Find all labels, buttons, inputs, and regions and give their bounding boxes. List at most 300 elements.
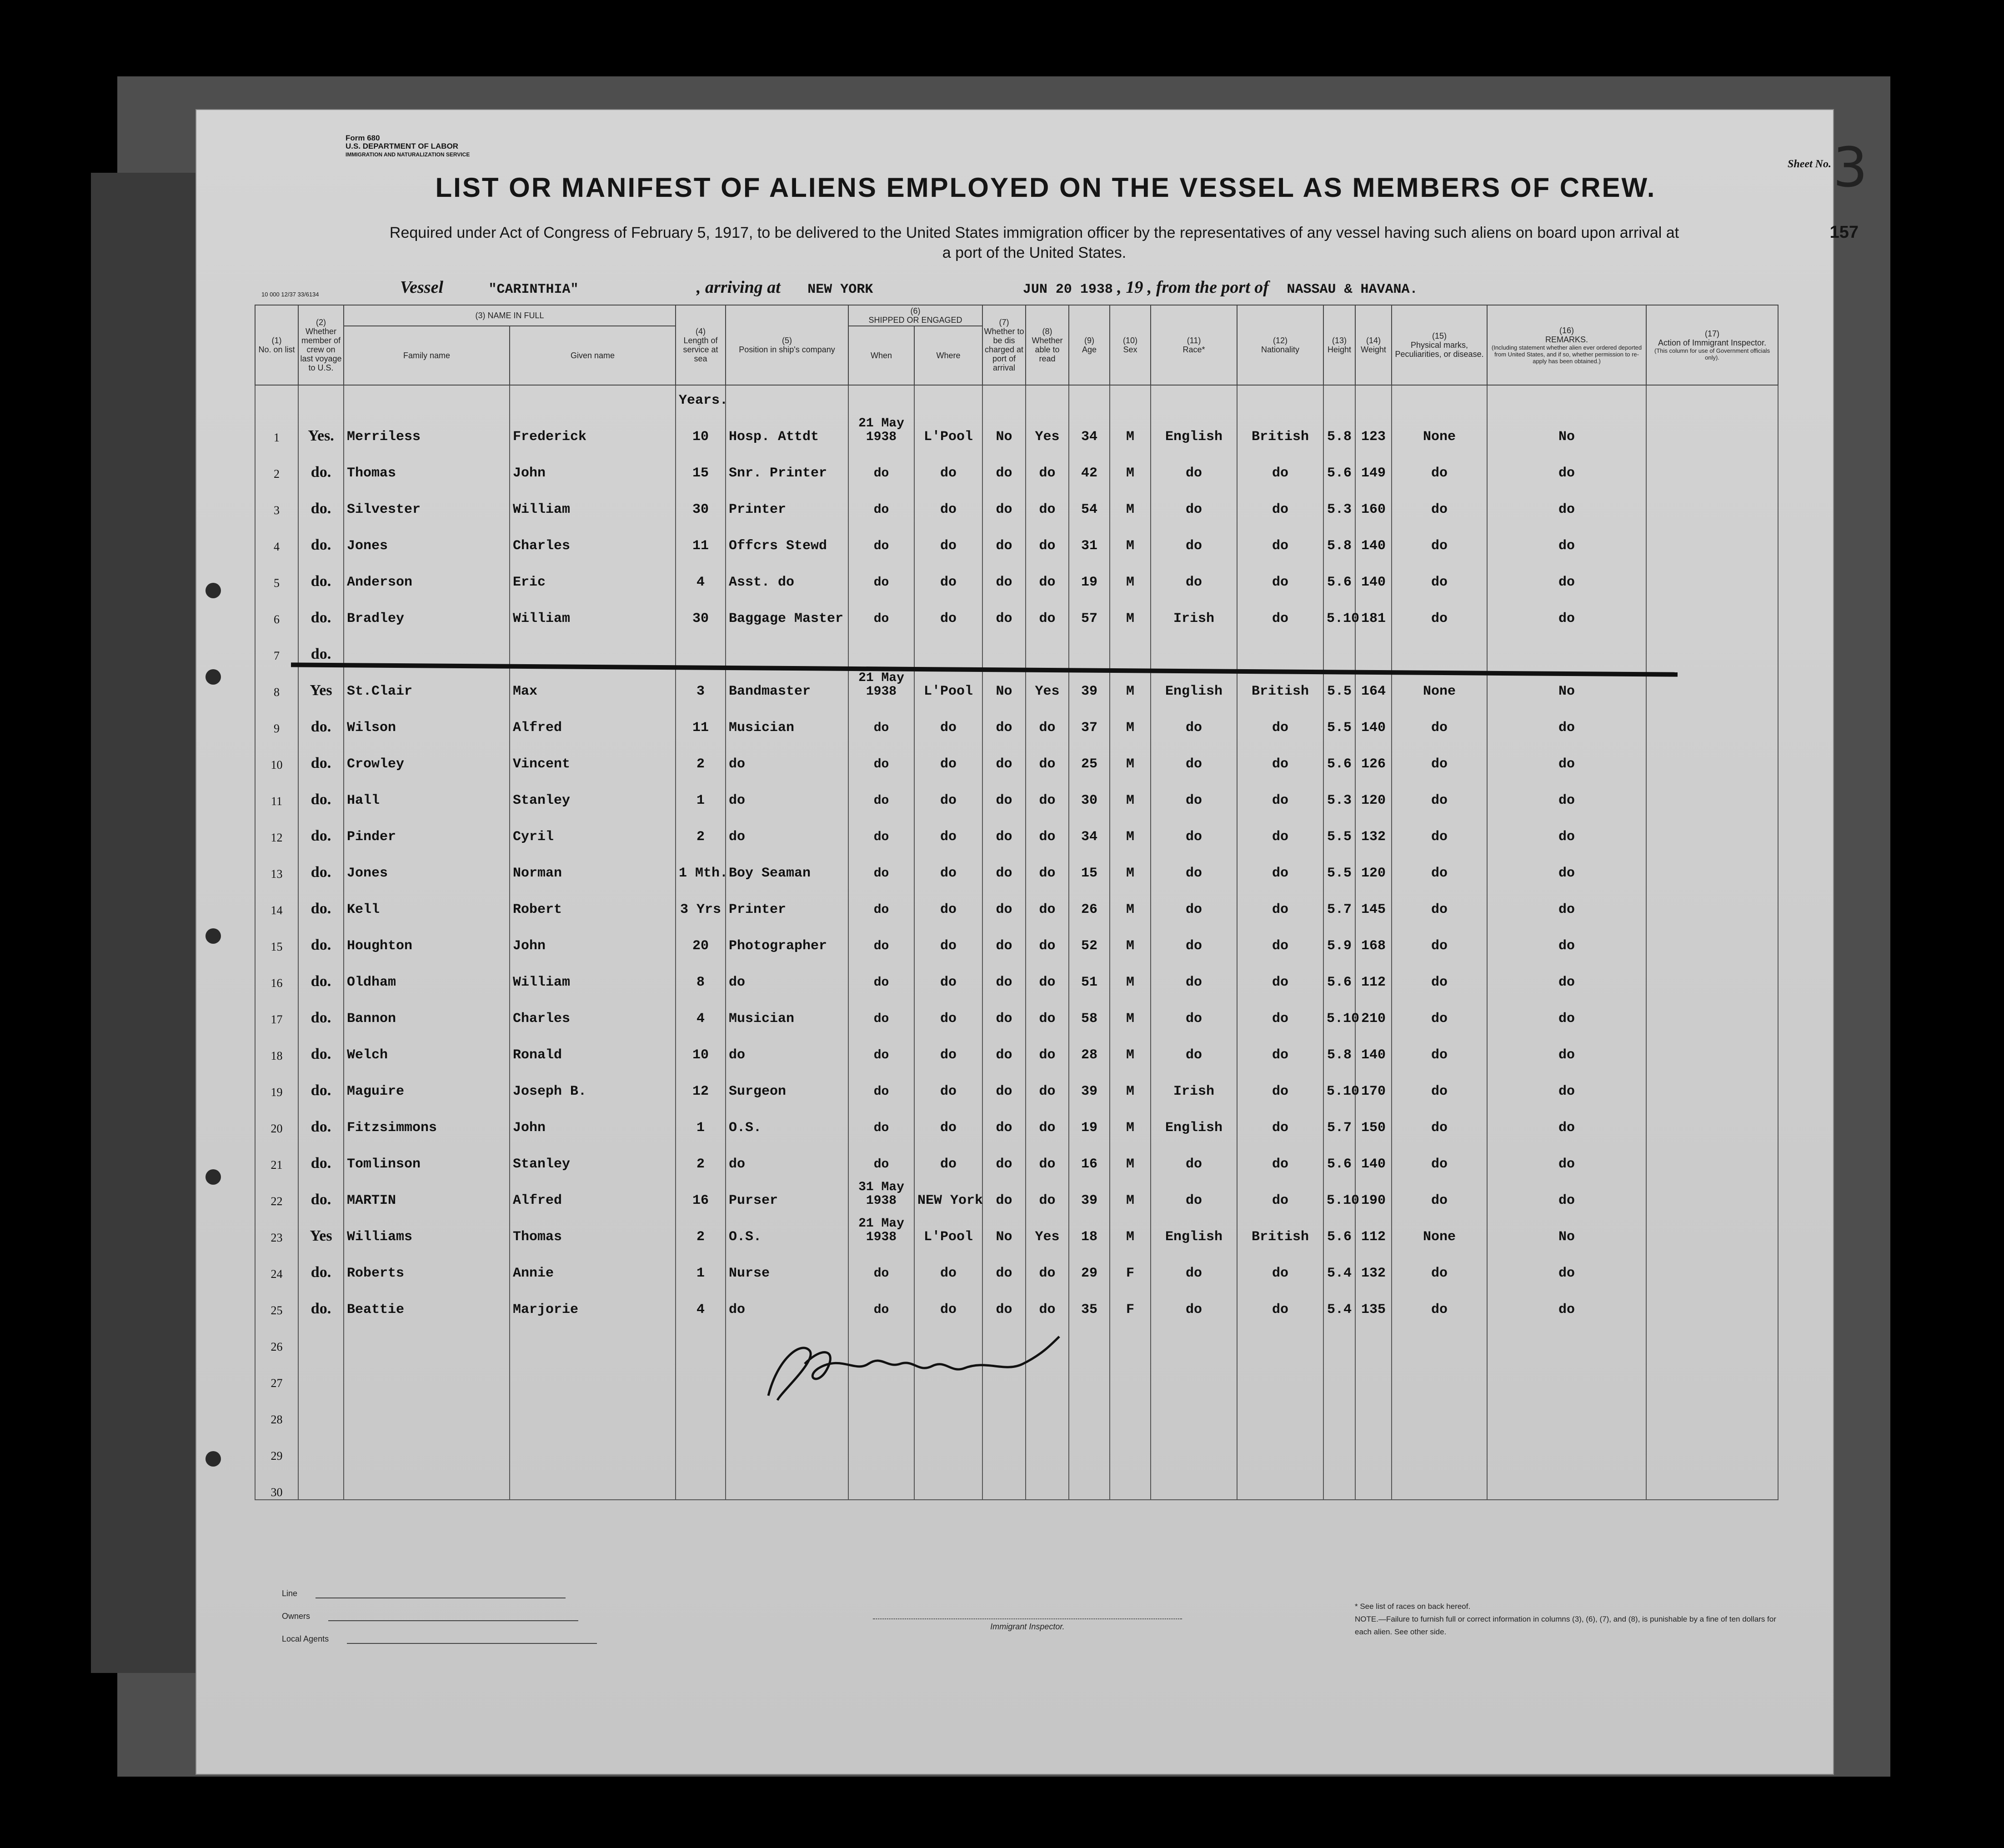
races-note: * See list of races on back hereof. — [1355, 1602, 1471, 1611]
cell-no: 21 — [255, 1136, 298, 1172]
cell-weight: 132 — [1355, 808, 1392, 845]
cell-race: do — [1151, 1027, 1237, 1063]
cell-no: 5 — [255, 554, 298, 590]
cell-action — [1646, 1354, 1778, 1390]
cell-marks: do — [1392, 1245, 1487, 1281]
cell-nationality — [1237, 626, 1323, 663]
cell-height: 5.6 — [1323, 954, 1355, 990]
header-no-on-list: (1) No. on list — [255, 305, 298, 385]
cell-read — [1026, 1463, 1069, 1500]
cell-marks — [1392, 1463, 1487, 1500]
cell-remarks: do — [1487, 772, 1646, 808]
cell-action — [1646, 1027, 1778, 1063]
cell-service: 16 — [676, 1172, 726, 1208]
cell-sex: M — [1110, 845, 1151, 881]
cell-action — [1646, 1099, 1778, 1136]
cell-marks: do — [1392, 699, 1487, 736]
cell-when: do — [848, 990, 914, 1027]
cell-race: English — [1151, 1208, 1237, 1245]
cell-service: 2 — [676, 1208, 726, 1245]
cell-crew: Yes — [298, 663, 344, 699]
cell-height: 5.9 — [1323, 917, 1355, 954]
cell-crew: do. — [298, 881, 344, 917]
cell-marks: do — [1392, 736, 1487, 772]
cell-service: 1 — [676, 772, 726, 808]
header-sex: (10) Sex — [1110, 305, 1151, 385]
cell-discharged: do — [982, 1172, 1026, 1208]
cell-given: Stanley — [510, 772, 676, 808]
footer-notes — [1355, 1600, 1791, 1638]
cell-given: Robert — [510, 881, 676, 917]
department-name: U.S. DEPARTMENT OF LABOR — [346, 142, 459, 150]
cell-family: Williams — [344, 1208, 510, 1245]
cell-nationality: do — [1237, 445, 1323, 481]
cell-no: 10 — [255, 736, 298, 772]
cell-position: do — [726, 1281, 848, 1317]
cell-position: O.S. — [726, 1099, 848, 1136]
cell-age: 52 — [1069, 917, 1110, 954]
service-name: IMMIGRATION AND NATURALIZATION SERVICE — [346, 151, 470, 158]
cell-read — [1026, 1427, 1069, 1463]
cell-remarks: do — [1487, 1027, 1646, 1063]
cell-when: 31 May 1938 — [848, 1172, 914, 1208]
cell-marks — [1392, 1427, 1487, 1463]
cell-sex: M — [1110, 1208, 1151, 1245]
cell-action — [1646, 808, 1778, 845]
cell-discharged — [982, 1427, 1026, 1463]
cell-when: do — [848, 1027, 914, 1063]
cell-sex: M — [1110, 917, 1151, 954]
table-row — [255, 445, 1778, 481]
cell-race: English — [1151, 408, 1237, 445]
cell-discharged: No — [982, 663, 1026, 699]
cell-when: do — [848, 845, 914, 881]
cell-height: 5.4 — [1323, 1245, 1355, 1281]
cell-marks: do — [1392, 445, 1487, 481]
table-row — [255, 808, 1778, 845]
header-when: When — [848, 326, 914, 385]
cell-read: Yes — [1026, 408, 1069, 445]
cell-race — [1151, 1390, 1237, 1427]
cell-discharged: do — [982, 808, 1026, 845]
cell-weight: 140 — [1355, 699, 1392, 736]
header-weight: (14) Weight — [1355, 305, 1392, 385]
cell-read: do — [1026, 990, 1069, 1027]
cell-age: 34 — [1069, 408, 1110, 445]
cell-weight: 160 — [1355, 481, 1392, 517]
cell-age — [1069, 1427, 1110, 1463]
cell-race: do — [1151, 1245, 1237, 1281]
table-row — [255, 772, 1778, 808]
cell-action — [1646, 663, 1778, 699]
cell-discharged: do — [982, 590, 1026, 626]
cell-family — [344, 1354, 510, 1390]
cell-action — [1646, 772, 1778, 808]
cell-service: 1 — [676, 1245, 726, 1281]
cell-discharged: do — [982, 990, 1026, 1027]
cell-family: Oldham — [344, 954, 510, 990]
cell-service: 15 — [676, 445, 726, 481]
cell-when: do — [848, 917, 914, 954]
agents-label: Local Agents — [282, 1634, 329, 1643]
cell-given: John — [510, 1099, 676, 1136]
cell-crew: do. — [298, 736, 344, 772]
cell-sex: M — [1110, 736, 1151, 772]
cell-sex: M — [1110, 517, 1151, 554]
cell-height — [1323, 1463, 1355, 1500]
arrival-port: NEW YORK — [807, 282, 873, 297]
cell-height: 5.5 — [1323, 808, 1355, 845]
table-row — [255, 590, 1778, 626]
cell-no: 9 — [255, 699, 298, 736]
cell-nationality — [1237, 1427, 1323, 1463]
cell-no: 23 — [255, 1208, 298, 1245]
cell-where: do — [914, 881, 982, 917]
cell-sex: M — [1110, 590, 1151, 626]
cell-read — [1026, 626, 1069, 663]
cell-age: 30 — [1069, 772, 1110, 808]
cell-crew: do. — [298, 772, 344, 808]
cell-family: Merriless — [344, 408, 510, 445]
cell-no: 17 — [255, 990, 298, 1027]
header-last-voyage: (2) Whether member of crew on last voyage to U.S. — [298, 305, 344, 385]
cell-sex: F — [1110, 1245, 1151, 1281]
cell-read: do — [1026, 772, 1069, 808]
cell-race: do — [1151, 1172, 1237, 1208]
cell-nationality — [1237, 1463, 1323, 1500]
cell-action — [1646, 408, 1778, 445]
cell-sex: M — [1110, 808, 1151, 845]
cell-family: Welch — [344, 1027, 510, 1063]
cell-read: do — [1026, 1099, 1069, 1136]
cell-weight — [1355, 1427, 1392, 1463]
cell-height — [1323, 1317, 1355, 1354]
owners-field — [282, 1612, 578, 1621]
cell-age: 19 — [1069, 554, 1110, 590]
cell-family — [344, 1390, 510, 1427]
header-inspector-action: (17) Action of Immigrant Inspector. (This column for use of Government officials only). — [1646, 305, 1778, 385]
cell-weight — [1355, 1354, 1392, 1390]
cell-race: do — [1151, 1281, 1237, 1317]
cell-service — [676, 1463, 726, 1500]
cell-sex: M — [1110, 445, 1151, 481]
cell-crew — [298, 1390, 344, 1427]
cell-age: 29 — [1069, 1245, 1110, 1281]
cell-given: Norman — [510, 845, 676, 881]
line-label: Line — [282, 1589, 298, 1598]
cell-service: 30 — [676, 481, 726, 517]
cell-crew: do. — [298, 1172, 344, 1208]
owners-label: Owners — [282, 1612, 311, 1621]
cell-crew: do. — [298, 954, 344, 990]
cell-crew: do. — [298, 917, 344, 954]
cell-service — [676, 626, 726, 663]
page-title: LIST OR MANIFEST OF ALIENS EMPLOYED ON THE VESSEL AS MEMBERS OF CREW. — [435, 172, 1656, 203]
cell-position: Snr. Printer — [726, 445, 848, 481]
cell-no: 11 — [255, 772, 298, 808]
cell-height: 5.8 — [1323, 517, 1355, 554]
cell-service: 20 — [676, 917, 726, 954]
cell-remarks: No — [1487, 1208, 1646, 1245]
cell-age: 51 — [1069, 954, 1110, 990]
cell-age: 25 — [1069, 736, 1110, 772]
cell-remarks: do — [1487, 1136, 1646, 1172]
table-row — [255, 1099, 1778, 1136]
cell-race: do — [1151, 881, 1237, 917]
cell-race: do — [1151, 990, 1237, 1027]
cell-where: do — [914, 517, 982, 554]
cell-race: do — [1151, 445, 1237, 481]
cell-read: do — [1026, 736, 1069, 772]
cell-remarks: do — [1487, 881, 1646, 917]
cell-race: do — [1151, 954, 1237, 990]
cell-no: 22 — [255, 1172, 298, 1208]
cell-family: Jones — [344, 845, 510, 881]
cell-service: 2 — [676, 808, 726, 845]
cell-family: Kell — [344, 881, 510, 917]
table-row — [255, 954, 1778, 990]
cell-given: Marjorie — [510, 1281, 676, 1317]
cell-marks: do — [1392, 481, 1487, 517]
cell-when: do — [848, 481, 914, 517]
cell-when: do — [848, 699, 914, 736]
cell-height — [1323, 1427, 1355, 1463]
cell-height: 5.6 — [1323, 1136, 1355, 1172]
cell-where: do — [914, 954, 982, 990]
cell-no: 8 — [255, 663, 298, 699]
cell-nationality: do — [1237, 554, 1323, 590]
cell-height: 5.7 — [1323, 881, 1355, 917]
table-row — [255, 1136, 1778, 1172]
cell-age: 39 — [1069, 1172, 1110, 1208]
cell-position: Nurse — [726, 1245, 848, 1281]
table-row — [255, 408, 1778, 445]
cell-sex: M — [1110, 1027, 1151, 1063]
cell-remarks: do — [1487, 517, 1646, 554]
cell-when: do — [848, 1245, 914, 1281]
cell-crew: do. — [298, 1281, 344, 1317]
header-length-of-service: (4) Length of service at sea — [676, 305, 726, 385]
cell-age — [1069, 626, 1110, 663]
cell-discharged: do — [982, 1281, 1026, 1317]
cell-nationality: do — [1237, 517, 1323, 554]
voyage-line — [400, 277, 1418, 297]
cell-when — [848, 1463, 914, 1500]
cell-discharged: No — [982, 1208, 1026, 1245]
cell-service: 8 — [676, 954, 726, 990]
cell-action — [1646, 626, 1778, 663]
cell-sex — [1110, 1427, 1151, 1463]
cell-sex — [1110, 626, 1151, 663]
cell-service: 30 — [676, 590, 726, 626]
years-label: Years. — [676, 385, 726, 408]
cell-action — [1646, 517, 1778, 554]
cell-height: 5.10 — [1323, 1172, 1355, 1208]
cell-where: L'Pool — [914, 408, 982, 445]
cell-age: 57 — [1069, 590, 1110, 626]
cell-no: 7 — [255, 626, 298, 663]
cell-marks: do — [1392, 1172, 1487, 1208]
table-row — [255, 736, 1778, 772]
cell-service: 4 — [676, 554, 726, 590]
cell-race: do — [1151, 736, 1237, 772]
cell-position: do — [726, 808, 848, 845]
cell-discharged — [982, 1463, 1026, 1500]
cell-age: 39 — [1069, 663, 1110, 699]
cell-action — [1646, 554, 1778, 590]
cell-sex: F — [1110, 1281, 1151, 1317]
cell-weight: 135 — [1355, 1281, 1392, 1317]
cell-age — [1069, 1463, 1110, 1500]
cell-family — [344, 1427, 510, 1463]
cell-action — [1646, 1281, 1778, 1317]
cell-where: do — [914, 990, 982, 1027]
cell-discharged: do — [982, 845, 1026, 881]
line-field — [282, 1589, 566, 1598]
cell-service: 11 — [676, 699, 726, 736]
cell-family: Bannon — [344, 990, 510, 1027]
cell-crew: do. — [298, 445, 344, 481]
cell-crew: do. — [298, 845, 344, 881]
cell-discharged: do — [982, 954, 1026, 990]
cell-sex: M — [1110, 1063, 1151, 1099]
cell-age: 35 — [1069, 1281, 1110, 1317]
cell-sex: M — [1110, 408, 1151, 445]
cell-remarks: do — [1487, 808, 1646, 845]
cell-remarks — [1487, 1427, 1646, 1463]
cell-service: 10 — [676, 408, 726, 445]
cell-given: Frederick — [510, 408, 676, 445]
cell-no: 14 — [255, 881, 298, 917]
header-age: (9) Age — [1069, 305, 1110, 385]
cell-weight: 123 — [1355, 408, 1392, 445]
cell-given: Charles — [510, 990, 676, 1027]
cell-marks: do — [1392, 845, 1487, 881]
cell-family: Silvester — [344, 481, 510, 517]
cell-when: do — [848, 954, 914, 990]
cell-height: 5.5 — [1323, 663, 1355, 699]
cell-crew: do. — [298, 1099, 344, 1136]
cell-weight: 112 — [1355, 1208, 1392, 1245]
cell-service — [676, 1354, 726, 1390]
table-row — [255, 626, 1778, 663]
cell-service: 4 — [676, 1281, 726, 1317]
cell-where: do — [914, 1027, 982, 1063]
header-shipped-or-engaged: (6) SHIPPED OR ENGAGED — [848, 305, 982, 326]
cell-nationality: do — [1237, 736, 1323, 772]
cell-marks: do — [1392, 954, 1487, 990]
cell-family: Anderson — [344, 554, 510, 590]
cell-weight: 150 — [1355, 1099, 1392, 1136]
cell-given — [510, 1390, 676, 1427]
cell-no: 19 — [255, 1063, 298, 1099]
cell-given: Alfred — [510, 699, 676, 736]
cell-when: do — [848, 736, 914, 772]
cell-read: do — [1026, 1027, 1069, 1063]
cell-height: 5.8 — [1323, 408, 1355, 445]
cell-remarks — [1487, 1390, 1646, 1427]
cell-action — [1646, 954, 1778, 990]
cell-height: 5.3 — [1323, 481, 1355, 517]
cell-when: do — [848, 445, 914, 481]
cell-where: NEW York — [914, 1172, 982, 1208]
cell-height: 5.7 — [1323, 1099, 1355, 1136]
cell-read: do — [1026, 1245, 1069, 1281]
header-nationality: (12) Nationality — [1237, 305, 1323, 385]
cell-sex: M — [1110, 481, 1151, 517]
cell-age: 42 — [1069, 445, 1110, 481]
cell-discharged: do — [982, 772, 1026, 808]
cell-height: 5.5 — [1323, 699, 1355, 736]
cell-no: 27 — [255, 1354, 298, 1390]
cell-crew: do. — [298, 590, 344, 626]
cell-crew: do. — [298, 626, 344, 663]
cell-family: Jones — [344, 517, 510, 554]
cell-where: do — [914, 554, 982, 590]
cell-crew — [298, 1463, 344, 1500]
cell-weight: 181 — [1355, 590, 1392, 626]
header-family-name: Family name — [344, 326, 510, 385]
cell-age: 34 — [1069, 808, 1110, 845]
cell-nationality: do — [1237, 1136, 1323, 1172]
cell-weight: 120 — [1355, 772, 1392, 808]
cell-race: do — [1151, 808, 1237, 845]
cell-service: 4 — [676, 990, 726, 1027]
cell-discharged: do — [982, 517, 1026, 554]
table-row — [255, 481, 1778, 517]
cell-weight: 120 — [1355, 845, 1392, 881]
cell-discharged: do — [982, 881, 1026, 917]
cell-height — [1323, 1354, 1355, 1390]
cell-given — [510, 1354, 676, 1390]
cell-action — [1646, 1208, 1778, 1245]
cell-age: 28 — [1069, 1027, 1110, 1063]
cell-remarks: do — [1487, 590, 1646, 626]
cell-service — [676, 1427, 726, 1463]
cell-where — [914, 1427, 982, 1463]
cell-position: Offcrs Stewd — [726, 517, 848, 554]
cell-no: 18 — [255, 1027, 298, 1063]
cell-service: 3 — [676, 663, 726, 699]
cell-marks: do — [1392, 772, 1487, 808]
cell-position: do — [726, 1027, 848, 1063]
cell-position: do — [726, 772, 848, 808]
cell-crew — [298, 1427, 344, 1463]
cell-given: Thomas — [510, 1208, 676, 1245]
cell-read: do — [1026, 554, 1069, 590]
punch-hole — [205, 928, 221, 944]
cell-family: Roberts — [344, 1245, 510, 1281]
cell-given: William — [510, 481, 676, 517]
owners-blank — [328, 1620, 578, 1621]
cell-weight: 140 — [1355, 1027, 1392, 1063]
cell-race: Irish — [1151, 1063, 1237, 1099]
cell-sex: M — [1110, 990, 1151, 1027]
cell-position: Bandmaster — [726, 663, 848, 699]
cell-discharged: do — [982, 1027, 1026, 1063]
cell-where — [914, 1463, 982, 1500]
cell-weight — [1355, 1390, 1392, 1427]
cell-remarks: do — [1487, 1245, 1646, 1281]
cell-weight — [1355, 1463, 1392, 1500]
departure-ports: NASSAU & HAVANA. — [1287, 282, 1418, 297]
cell-read: do — [1026, 845, 1069, 881]
cell-service: 2 — [676, 1136, 726, 1172]
cell-nationality: do — [1237, 1099, 1323, 1136]
cell-weight: 140 — [1355, 1136, 1392, 1172]
cell-remarks: do — [1487, 699, 1646, 736]
table-row — [255, 1027, 1778, 1063]
